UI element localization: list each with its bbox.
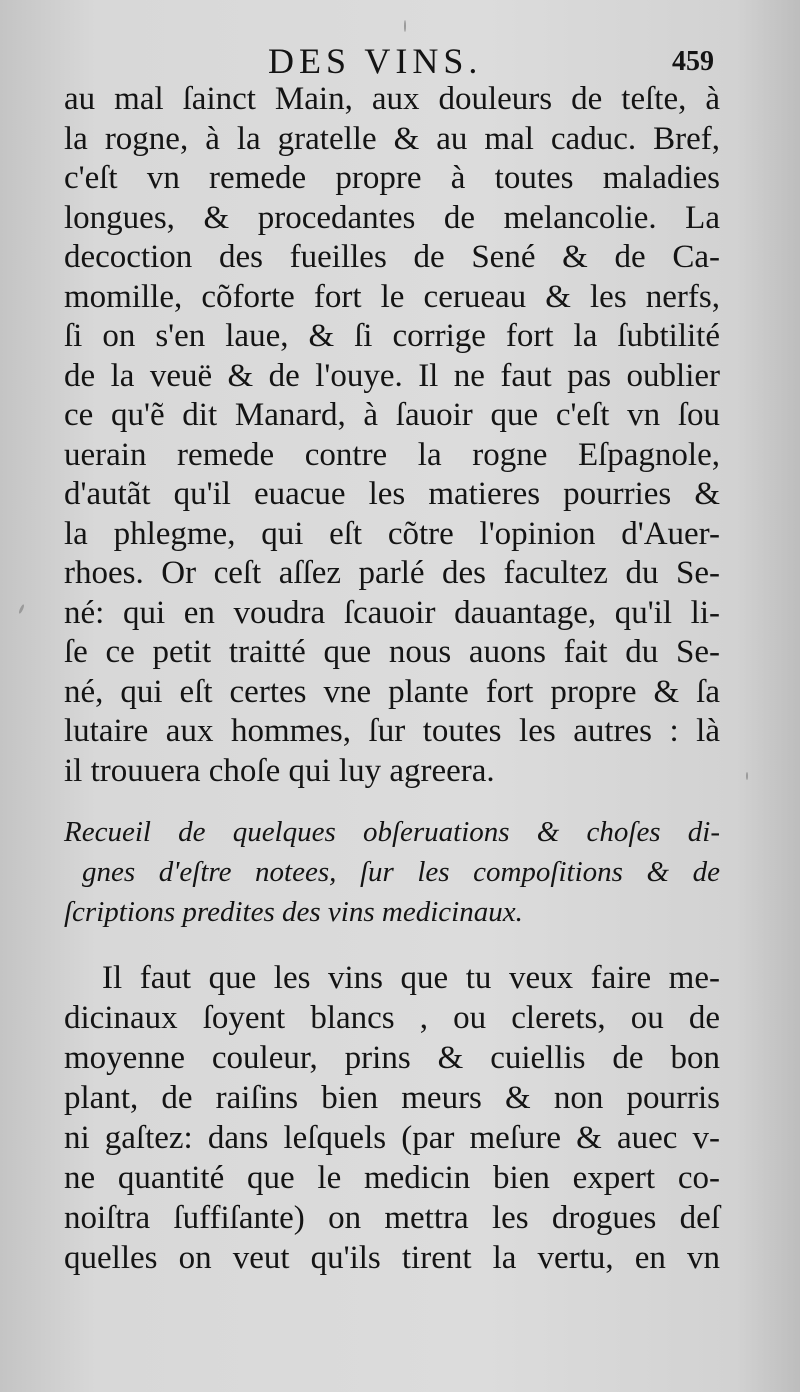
paragraph-1 bbox=[64, 80, 720, 791]
text-line: ce qu'ẽ dit Manard, à ſauoir que c'eſt vn ſou bbox=[64, 397, 720, 433]
text-line: d'autãt qu'il euacue les matieres pourries & bbox=[64, 476, 720, 512]
text-line: noiſtra ſuffiſante) on mettra les drogues deſ bbox=[64, 1200, 720, 1236]
paper-speck bbox=[746, 772, 748, 780]
heading-line: gnes d'eſtre notees, ſur les compoſitions & de bbox=[82, 856, 720, 888]
text-line: la phlegme, qui eſt cõtre l'opinion d'Auer- bbox=[64, 515, 720, 552]
text-line: quelles on veut qu'ils tirent la vertu, en vn bbox=[64, 1240, 720, 1276]
page-number: 459 bbox=[672, 46, 714, 77]
text-line: au mal ſainct Main, aux douleurs de teſte, à bbox=[64, 81, 720, 117]
heading-line: ſcriptions predites des vins medicinaux. bbox=[64, 896, 523, 928]
text-line: de la veuë & de l'ouye. Il ne faut pas oublier bbox=[64, 357, 720, 394]
text-line: c'eſt vn remede propre à toutes maladies bbox=[64, 160, 720, 196]
running-title: DES VINS. bbox=[268, 41, 483, 81]
text-line: ſi on s'en laue, & ſi corrige fort la ſubtilité bbox=[64, 318, 720, 354]
text-line: dicinaux ſoyent blancs , ou clerets, ou de bbox=[64, 1000, 720, 1036]
heading-line: Recueil de quelques obſeruations & choſes di- bbox=[64, 816, 720, 848]
text-line: longues, & procedantes de melancolie. La bbox=[64, 199, 720, 236]
text-line: ni gaſtez: dans leſquels (par meſure & auec v- bbox=[64, 1120, 720, 1156]
text-line: lutaire aux hommes, ſur toutes les autres : là bbox=[64, 713, 720, 749]
text-line: Il faut que les vins que tu veux faire me- bbox=[102, 960, 720, 996]
text-line: né, qui eſt certes vne plante fort propre & ſa bbox=[64, 673, 720, 710]
text-line: uerain remede contre la rogne Eſpagnole, bbox=[64, 436, 720, 473]
text-line: plant, de raiſins bien meurs & non pourris bbox=[64, 1080, 720, 1116]
paper-speck bbox=[404, 20, 406, 32]
text-line: moyenne couleur, prins & cuiellis de bon bbox=[64, 1040, 720, 1076]
paragraph-2 bbox=[64, 958, 720, 1278]
section-heading bbox=[64, 812, 720, 932]
text-line: ſe ce petit traitté que nous auons fait du Se- bbox=[64, 634, 720, 670]
text-line: momille, cõforte fort le cerueau & les nerfs, bbox=[64, 278, 720, 315]
text-line: il trouuera choſe qui luy agreera. bbox=[64, 752, 495, 789]
text-line: ne quantité que le medicin bien expert co- bbox=[64, 1160, 720, 1196]
text-line: rhoes. Or ceſt aſſez parlé des facultez du Se- bbox=[64, 555, 720, 591]
paper-speck bbox=[18, 604, 25, 614]
text-line: la rogne, à la gratelle & au mal caduc. Bref, bbox=[64, 120, 720, 157]
running-head bbox=[0, 36, 800, 86]
text-line: decoction des fueilles de Sené & de Ca- bbox=[64, 239, 720, 275]
text-line: né: qui en voudra ſcauoir dauantage, qu'il li- bbox=[64, 594, 720, 631]
